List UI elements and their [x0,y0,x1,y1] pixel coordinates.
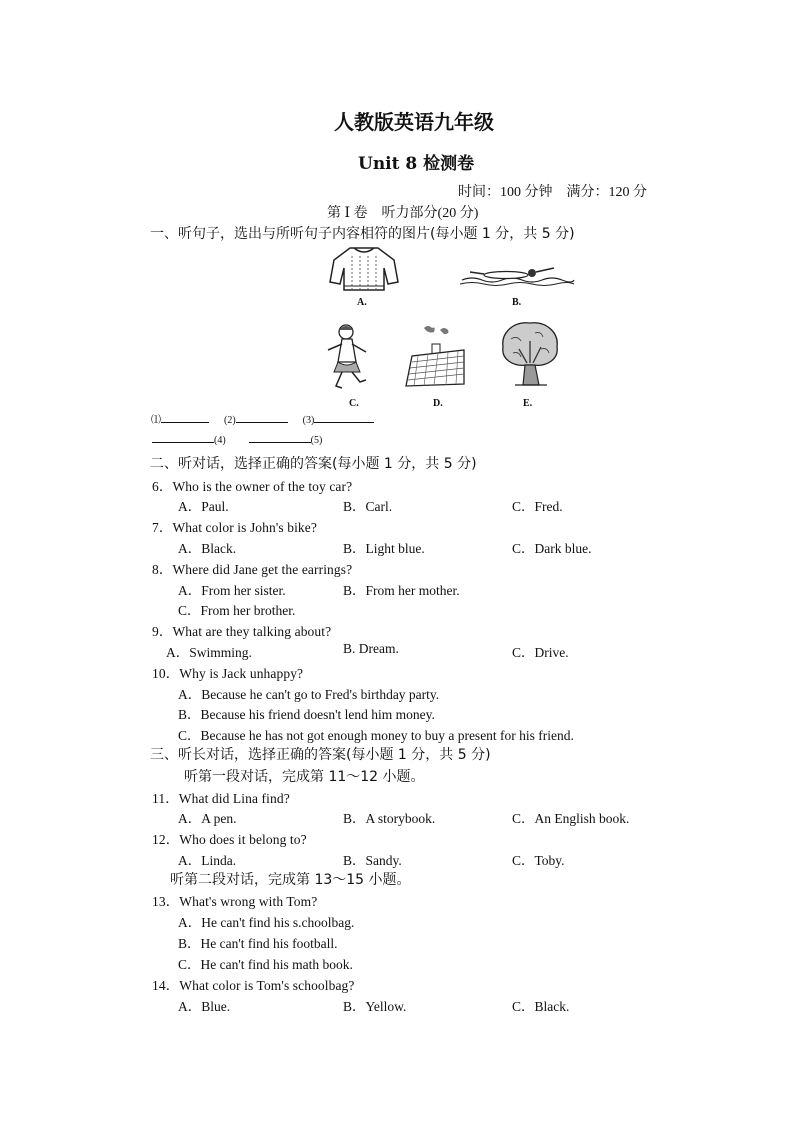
answer-blank-row-2 [152,430,322,446]
blank-label-5: (5) [310,435,323,446]
girl-running-icon [322,322,378,392]
answer-blank-4[interactable] [152,430,214,443]
picture-label-b: B. [512,297,522,308]
picture-label-d: D. [433,398,443,409]
picture-label-e: E. [523,398,533,409]
question-8: 8．Where did Jane get the earrings? [152,562,353,577]
answer-blank-row-1 [151,410,374,426]
section2-heading: 二、听对话，选择正确的答案(每小题 1 分，共 5 分) [150,456,477,472]
q12-option-a: A．Linda. [178,853,237,868]
q9-option-b: B. Dream. [343,641,399,656]
question-11: 11．What did Lina find? [152,791,290,806]
swimmer-icon [458,262,576,288]
answer-blank-2[interactable] [236,410,288,423]
question-14: 14．What color is Tom's schoolbag? [152,978,355,993]
dialog2-instruction: 听第二段对话，完成第 13～15 小题。 [170,872,411,888]
q11-option-a: A．A pen. [178,811,237,826]
q11-option-b: B．A storybook. [343,811,436,826]
question-6: 6．Who is the owner of the toy car? [152,479,353,494]
part-heading: 第 Ⅰ 卷 听力部分(20 分) [327,206,479,221]
q13-option-a: A．He can't find his s.choolbag. [178,915,355,930]
q14-option-b: B．Yellow. [343,999,407,1014]
q9-option-a: A．Swimming. [166,645,252,660]
q14-option-a: A．Blue. [178,999,231,1014]
question-13: 13．What's wrong with Tom? [152,894,318,909]
q6-option-b: B．Carl. [343,499,393,514]
answer-blank-5[interactable] [249,430,311,443]
question-12: 12．Who does it belong to? [152,832,307,847]
q13-option-c: C．He can't find his math book. [178,957,353,972]
q11-option-c: C．An English book. [512,811,630,826]
q7-option-b: B．Light blue. [343,541,425,556]
q9-option-c: C．Drive. [512,645,569,660]
blank-label-2: (2) [224,415,236,426]
q12-option-b: B．Sandy. [343,853,402,868]
q12-option-c: C．Toby. [512,853,565,868]
blank-label-4: (4) [214,435,226,446]
question-10: 10．Why is Jack unhappy? [152,666,304,681]
q6-option-a: A．Paul. [178,499,229,514]
q8-option-a: A．From her sister. [178,583,286,598]
blank-label-3: (3) [302,415,315,426]
q13-option-b: B．He can't find his football. [178,936,338,951]
picture-label-c: C. [349,398,359,409]
question-7: 7．What color is John's bike? [152,520,317,535]
dialog1-instruction: 听第一段对话，完成第 11～12 小题。 [184,769,425,785]
q10-option-c: C．Because he has not got enough money to buy a present for his friend. [178,728,574,743]
blank-label-1: ⑴ [151,415,161,426]
answer-blank-3[interactable] [314,410,374,423]
picture-label-a: A. [357,297,367,308]
q14-option-c: C．Black. [512,999,570,1014]
q10-option-a: A．Because he can't go to Fred's birthday party. [178,687,440,702]
page-subtitle: Unit 8 检测卷 [358,154,475,174]
page-title: 人教版英语九年级 [334,110,494,134]
question-9: 9．What are they talking about? [152,624,332,639]
q7-option-a: A．Black. [178,541,237,556]
section3-heading: 三、听长对话，选择正确的答案(每小题 1 分，共 5 分) [150,747,491,763]
answer-blank-1[interactable] [161,410,209,423]
section1-heading: 一、听句子，选出与所听句子内容相符的图片(每小题 1 分，共 5 分) [150,226,575,242]
q10-option-b: B．Because his friend doesn't lend him money. [178,707,435,722]
tree-icon [497,319,563,389]
q6-option-c: C．Fred. [512,499,563,514]
roof-icon [404,324,468,390]
sweater-icon [328,244,400,294]
q8-option-c: C．From her brother. [178,603,296,618]
q7-option-c: C．Dark blue. [512,541,592,556]
exam-meta: 时间：100 分钟 满分：120 分 [458,185,647,200]
q8-option-b: B．From her mother. [343,583,460,598]
